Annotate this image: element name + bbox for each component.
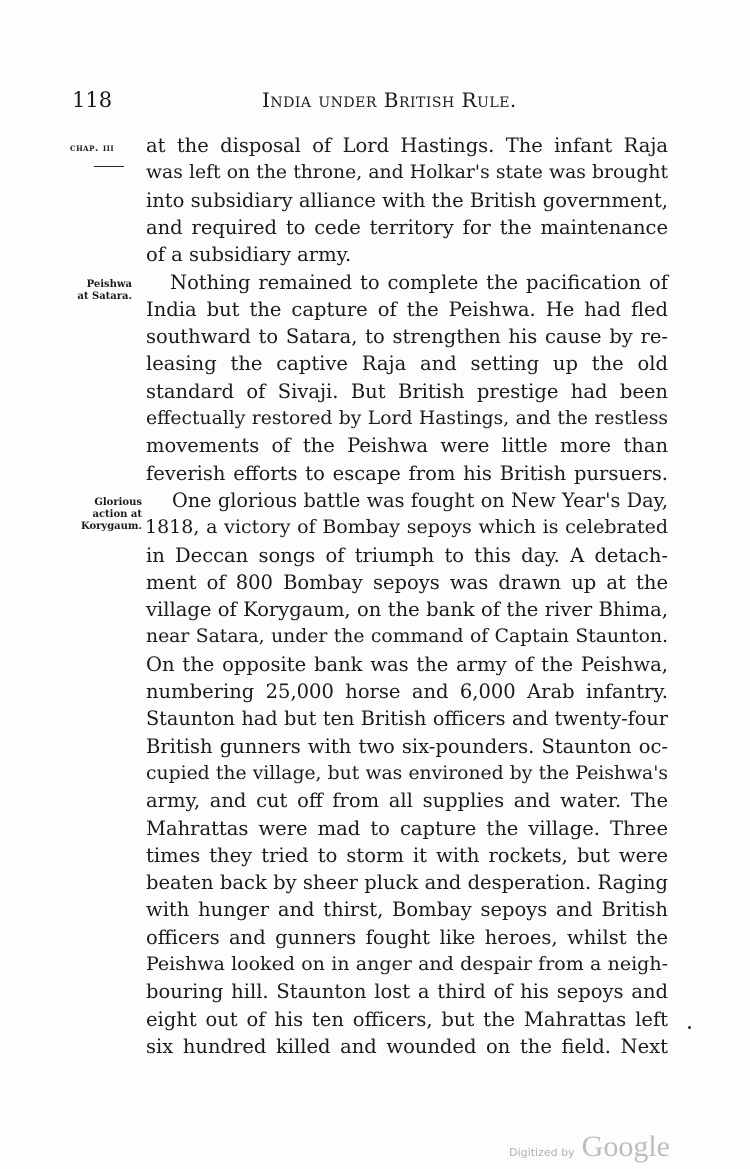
body-line: officers and gunners fought like heroes, whilst the [146, 925, 668, 949]
body-line: leasing the captive Raja and setting up the old [146, 352, 668, 376]
body-line: near Satara, under the command of Captain Staunton. [146, 626, 668, 648]
body-line: standard of Sivaji. But British prestige had been [146, 379, 668, 403]
body-line: On the opposite bank was the army of the Peishwa, [146, 652, 668, 676]
digitized-label: Digitized by [509, 1146, 575, 1159]
margin-note-line: Korygaum. [80, 521, 142, 532]
body-line: with hunger and thirst, Bombay sepoys and British [146, 898, 668, 922]
margin-note-line: at Satara. [77, 291, 132, 302]
body-line: six hundred killed and wounded on the field. Next [146, 1034, 668, 1058]
body-line: numbering 25,000 horse and 6,000 Arab infantry. [146, 680, 668, 703]
body-line: and required to cede territory for the maintenance [146, 215, 668, 239]
body-line: ment of 800 Bombay sepoys was drawn up at the [146, 570, 668, 594]
body-line: movements of the Peishwa were little more than [146, 434, 668, 458]
body-line: times they tried to storm it with rockets, but were [146, 843, 668, 867]
body-line: Peishwa looked on in anger and despair from a neigh- [146, 953, 668, 975]
page-number: 118 [72, 88, 113, 112]
body-line: eight out of his ten officers, but the Mahrattas left [146, 1007, 668, 1031]
body-line: in Deccan songs of triumph to this day. A detach- [146, 543, 668, 567]
body-line: One glorious battle was fought on New Year's Day, [172, 488, 668, 512]
body-line: British gunners with two six-pounders. Staunton oc- [146, 734, 668, 758]
body-line: effectually restored by Lord Hastings, and the restless [146, 408, 668, 429]
margin-note-peishwa [77, 279, 132, 303]
google-logo: Google [581, 1130, 670, 1163]
body-line: 1818, a victory of Bombay sepoys which is celebrated [145, 516, 668, 539]
margin-note-chapter [70, 143, 114, 155]
margin-note-line: Peishwa [86, 279, 132, 290]
body-line: bouring hill. Staunton lost a third of his sepoys and [146, 980, 668, 1004]
body-line: beaten back by sheer pluck and desperation. Raging [146, 871, 668, 895]
body-line: army, and cut off from all supplies and water. The [146, 789, 668, 813]
body-line: of a subsidiary army. [146, 243, 352, 267]
body-line: Nothing remained to complete the pacification of [170, 270, 668, 294]
body-line: cupied the village, but was environed by the Peishwa's [146, 762, 668, 784]
margin-note-line: chap. iii [70, 143, 115, 154]
body-line: southward to Satara, to strengthen his cause by re- [146, 325, 668, 349]
body-line: feverish efforts to escape from his British pursuers. [146, 461, 668, 485]
body-line: at the disposal of Lord Hastings. The infant Raja [146, 134, 668, 157]
margin-note-line: Glorious [94, 497, 142, 508]
margin-note-line: action at [92, 509, 142, 520]
body-line: Staunton had but ten British officers and twenty-four [146, 707, 668, 731]
chapter-rule [94, 166, 124, 167]
digitized-footer [509, 1130, 670, 1164]
body-line: was left on the throne, and Holkar's state was brought [146, 162, 668, 184]
body-line: village of Korygaum, on the bank of the river Bhima, [146, 598, 668, 622]
margin-note-glorious [81, 497, 142, 533]
body-line: India but the capture of the Peishwa. He had fled [146, 297, 668, 321]
running-title: India under British Rule. [262, 88, 517, 112]
stray-dot [688, 1026, 691, 1029]
body-line: into subsidiary alliance with the British government, [146, 188, 668, 212]
body-line: Mahrattas were mad to capture the village. Three [146, 816, 668, 840]
